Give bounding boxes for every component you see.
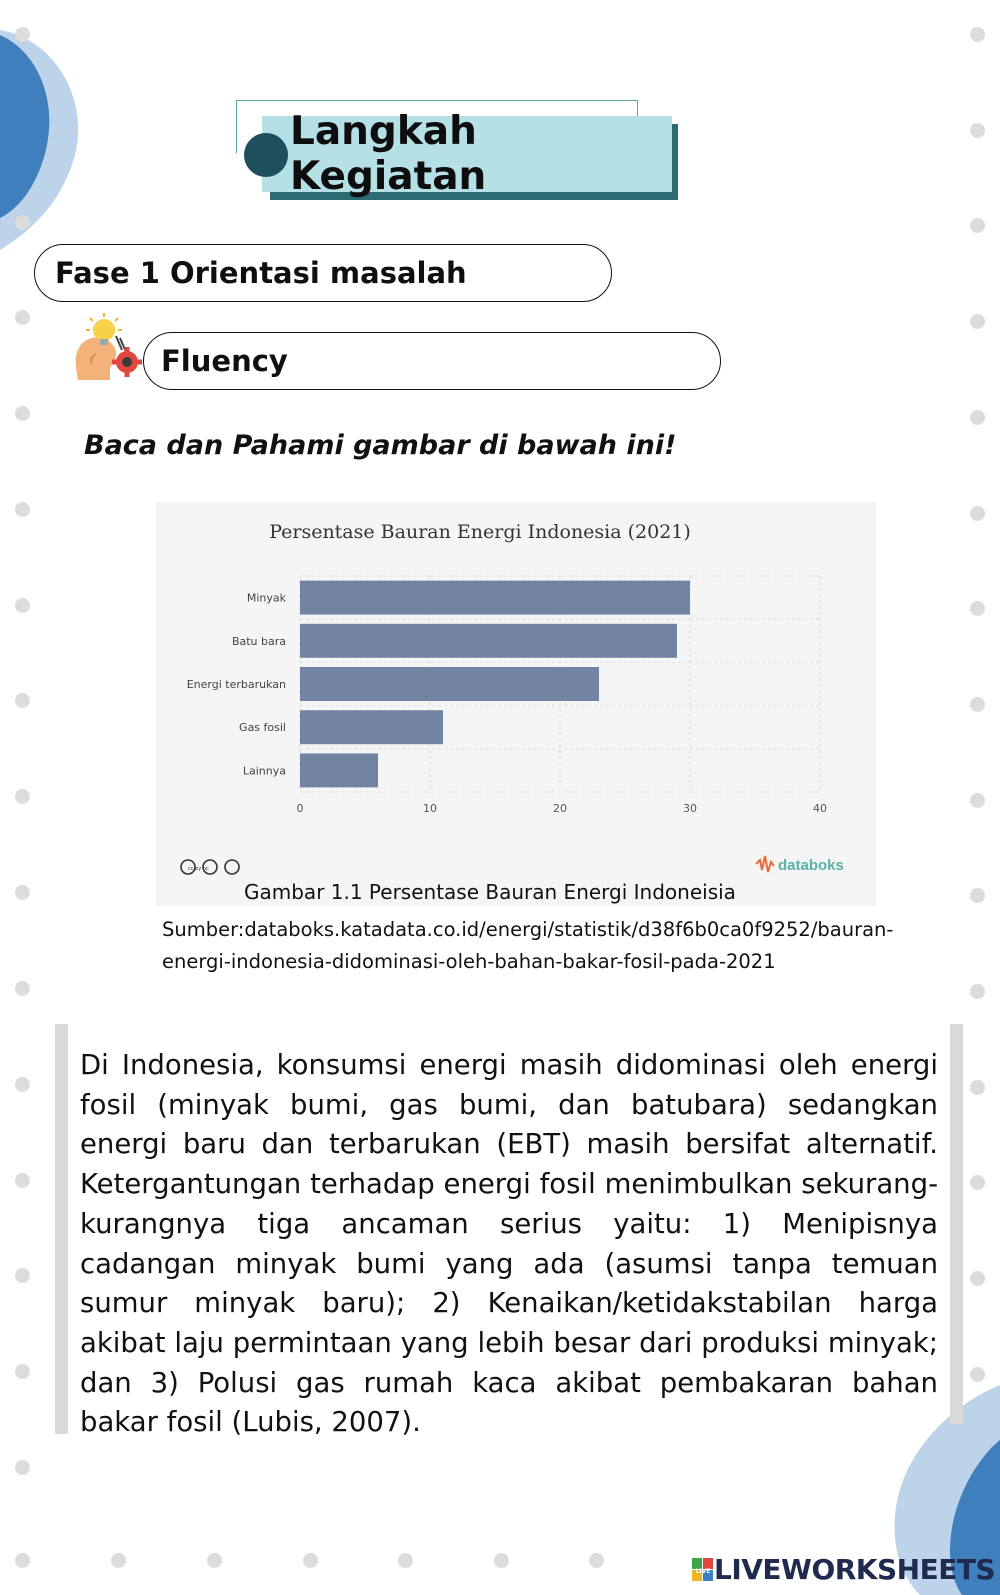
dot <box>15 693 30 708</box>
title-bullet <box>244 133 288 177</box>
x-tick-label: 10 <box>423 802 437 815</box>
figure-source: Sumber:databoks.katadata.co.id/energi/statistik/d38f6b0ca0f9252/bauran-energi-indonesia-didominasi-oleh-bahan-bakar-fosil-pada-2021 <box>162 918 894 973</box>
phase-label: Fase 1 Orientasi masalah <box>55 256 467 290</box>
dot <box>111 1553 126 1568</box>
liveworksheets-mark-icon <box>692 1558 714 1582</box>
dot <box>494 1553 509 1568</box>
logo-text: LIVEWORKSHEETS <box>714 1553 996 1586</box>
paragraph-text: Di Indonesia, konsumsi energi masih didominasi oleh energi fosil (minyak bumi, gas bumi, dan batubara) sedangkan energi baru dan terbarukan (EBT) masih bersifat alternatif. Ketergantungan terhadap energi fosil menimbulkan sekurang-kurangnya tiga ancaman serius yaitu: 1) Menipisnya cadangan minyak bumi yang ada (asumsi tanpa temuan sumur minyak baru); 2) Kenaikan/ketidakstabilan harga akibat laju permintaan yang lebih besar dari produksi minyak; dan 3) Polusi gas rumah kaca akibat pembakaran bahan bakar fosil (Lubis, 2007). <box>80 1049 938 1439</box>
databoks-logo <box>756 856 844 874</box>
chart-title: Persentase Bauran Energi Indonesia (2021) <box>269 521 691 543</box>
dot <box>970 1080 985 1095</box>
category-label: Lainnya <box>242 764 286 778</box>
dot <box>15 789 30 804</box>
dot <box>15 406 30 421</box>
dot <box>970 410 985 425</box>
bar-chart <box>156 502 876 906</box>
logo-mark-text: LIVE <box>695 1567 711 1575</box>
chart-canvas <box>156 502 876 906</box>
dot <box>970 984 985 999</box>
category-label: Batu bara <box>231 634 286 648</box>
category-label: Energi terbarukan <box>186 678 286 691</box>
dot <box>15 1553 30 1568</box>
skill-label: Fluency <box>161 344 288 378</box>
instruction-text: Baca dan Pahami gambar di bawah ini! <box>84 430 677 461</box>
chart-bars <box>187 581 690 788</box>
databoks-brand: databoks <box>778 857 844 874</box>
dot <box>15 215 30 230</box>
category-label: Minyak <box>246 591 286 605</box>
dot <box>970 888 985 903</box>
dot <box>970 793 985 808</box>
bar-minyak <box>300 581 690 615</box>
dot <box>970 123 985 138</box>
category-label: Gas fosil <box>239 721 286 735</box>
bar-gas-fosil <box>300 710 443 744</box>
page-title: Langkah Kegiatan <box>290 109 487 199</box>
dot <box>15 502 30 517</box>
dot <box>970 697 985 712</box>
dot <box>15 1173 30 1188</box>
dot <box>15 1268 30 1283</box>
bar-lainnya <box>300 753 378 787</box>
x-tick-label: 0 <box>296 802 304 815</box>
dot <box>970 1175 985 1190</box>
bar-energi-terbarukan <box>300 667 599 701</box>
dot <box>970 27 985 42</box>
phase-label-pill <box>34 244 612 302</box>
dot <box>970 218 985 233</box>
x-tick-label: 20 <box>553 802 567 815</box>
liveworksheets-logo[interactable] <box>692 1553 995 1586</box>
dot <box>15 981 30 996</box>
paragraph-box <box>55 1024 963 1439</box>
paragraph-left-rule <box>55 1024 68 1434</box>
dot <box>207 1553 222 1568</box>
dot <box>15 1460 30 1475</box>
dot <box>15 598 30 613</box>
dot <box>15 27 30 42</box>
dot <box>15 1077 30 1092</box>
dot <box>15 1364 30 1379</box>
license-icons <box>181 860 239 874</box>
x-tick-label: 40 <box>813 802 827 815</box>
dot <box>303 1553 318 1568</box>
license-text: cc by nc <box>188 866 209 872</box>
dot <box>15 310 30 325</box>
dot <box>970 601 985 616</box>
idea-head-gear-icon <box>72 310 146 384</box>
dot <box>970 506 985 521</box>
x-tick-label: 30 <box>683 802 697 815</box>
dot <box>398 1553 413 1568</box>
figure-caption: Gambar 1.1 Persentase Bauran Energi Indoneisia <box>244 880 736 904</box>
title-banner <box>262 109 672 199</box>
dot <box>970 314 985 329</box>
dot <box>589 1553 604 1568</box>
skill-label-pill <box>143 332 721 390</box>
dot <box>970 1367 985 1382</box>
paragraph-right-rule <box>950 1024 963 1424</box>
dot <box>15 885 30 900</box>
dot <box>970 1271 985 1286</box>
bar-batu-bara <box>300 624 677 658</box>
